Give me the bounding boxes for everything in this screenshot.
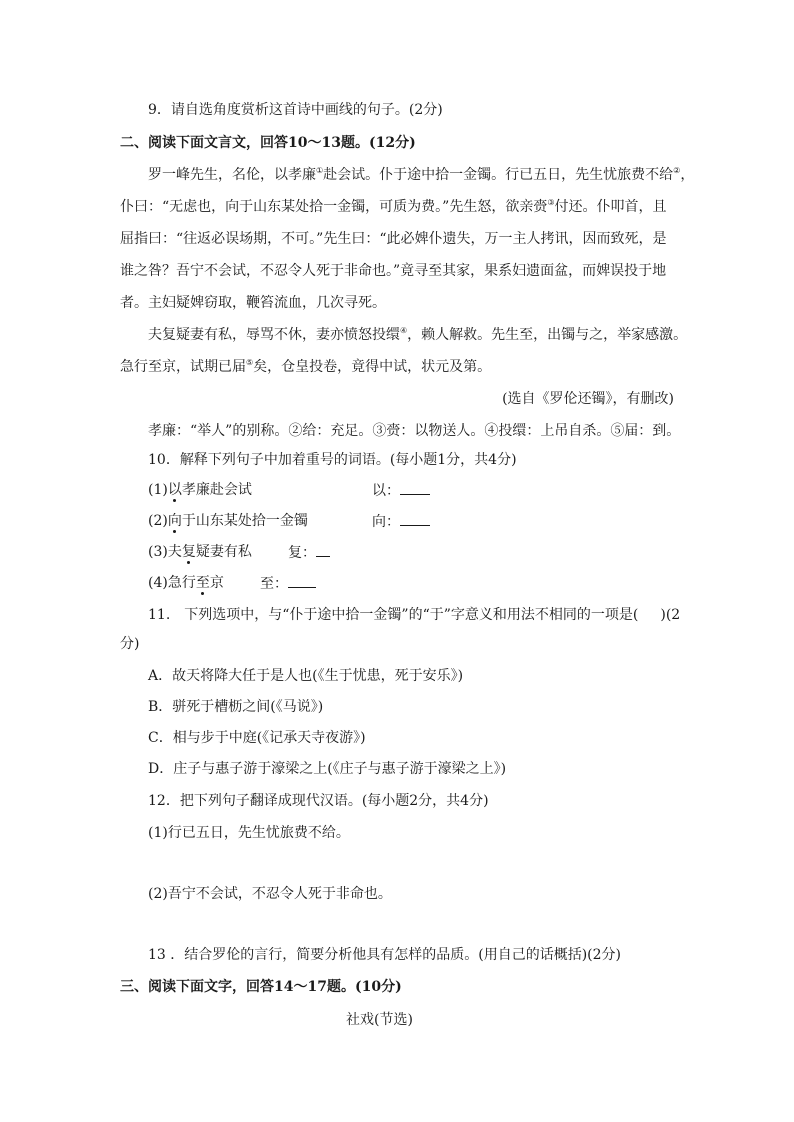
- section-2-title: 二、阅读下面文言文，回答10～13题。(12分): [120, 135, 416, 151]
- footnote-marker: ⑤: [246, 358, 254, 367]
- passage-source: (选自《罗伦还镯》，有删改): [502, 391, 674, 407]
- q10-answer-2[interactable]: 向：: [372, 511, 430, 532]
- footnote-marker: ④: [400, 326, 408, 335]
- footnote-marker: ①: [316, 166, 324, 175]
- passage-line: 屈指曰：“往返必误场期，不可。”先生曰：“此必婢仆遗失，万一主人拷讯，因而致死，是: [120, 231, 667, 247]
- passage-notes: 孝廉：“举人”的别称。②给：充足。③赍：以物送人。④投缳：上吊自杀。⑤届：到。: [148, 423, 681, 439]
- passage-line: 罗一峰先生，名伦，以孝廉①赴会试。仆于途中拾一金镯。行已五日，先生忧旅费不给②，: [148, 166, 695, 183]
- passage-line: 者。主妇疑婢窃取，鞭笞流血，几次寻死。: [120, 295, 386, 311]
- q10-answer-3[interactable]: 复：: [288, 542, 330, 563]
- question-9: 9．请自选角度赏析这首诗中画线的句子。(2分): [148, 102, 443, 118]
- passage-line: 谁之咎？吾宁不会试，不忍令人死于非命也。”竟寻至其家，果系妇遗面盆，而婢误投于地: [120, 263, 667, 279]
- q10-answer-4[interactable]: 至：: [260, 573, 316, 594]
- q10-item-3: (3)夫复疑妻有私: [148, 544, 252, 560]
- q12-sentence-2: (2)吾宁不会试，不忍令人死于非命也。: [148, 886, 392, 902]
- question-12-stem: 12．把下列句子翻译成现代汉语。(每小题2分，共4分): [148, 793, 489, 809]
- q11-option-c[interactable]: C．相与步于中庭(《记承天寺夜游》): [148, 730, 366, 746]
- q11-option-a[interactable]: A．故天将降大任于是人也(《生于忧患，死于安乐》): [148, 668, 464, 684]
- question-11-stem-cont: 分): [120, 636, 140, 652]
- passage-line: 急行至京，试期已届⑤矣，仓皇投卷，竟得中试，状元及第。: [120, 358, 492, 375]
- q10-item-1: (1)以孝廉赴会试: [148, 482, 252, 498]
- section-3-title: 三、阅读下面文字，回答14～17题。(10分): [120, 979, 402, 995]
- q10-item-2: (2)向于山东某处拾一金镯: [148, 513, 308, 529]
- passage-line: 仆曰：“无虑也，向于山东某处拾一金镯，可质为费。”先生怒，欲亲赍③付还。仆叩首，且: [120, 198, 667, 215]
- q10-answer-1[interactable]: 以：: [372, 480, 430, 501]
- question-11-stem: 11. 下列选项中，与“仆于途中拾一金镯”的“于”字意义和用法不相同的一项是( )(2: [148, 607, 681, 623]
- question-13: 13 ．结合罗伦的言行，简要分析他具有怎样的品质。(用自己的话概括)(2分): [148, 947, 622, 963]
- q11-option-d[interactable]: D．庄子与惠子游于濠梁之上(《庄子与惠子游于濠梁之上》): [148, 761, 507, 777]
- question-10-stem: 10．解释下列句子中加着重号的词语。(每小题1分，共4分): [148, 452, 517, 468]
- q12-sentence-1: (1)行已五日，先生忧旅费不给。: [148, 825, 350, 841]
- footnote-marker: ②: [673, 166, 681, 175]
- footnote-marker: ③: [547, 198, 555, 207]
- passage-line: 夫复疑妻有私，辱骂不休，妻亦愤怒投缳④，赖人解救。先生至，出镯与之，举家感激。: [148, 326, 688, 343]
- q10-item-4: (4)急行至京: [148, 575, 224, 591]
- section-3-subtitle: 社戏(节选): [346, 1012, 413, 1028]
- q11-option-b[interactable]: B．骈死于槽枥之间(《马说》): [148, 699, 324, 715]
